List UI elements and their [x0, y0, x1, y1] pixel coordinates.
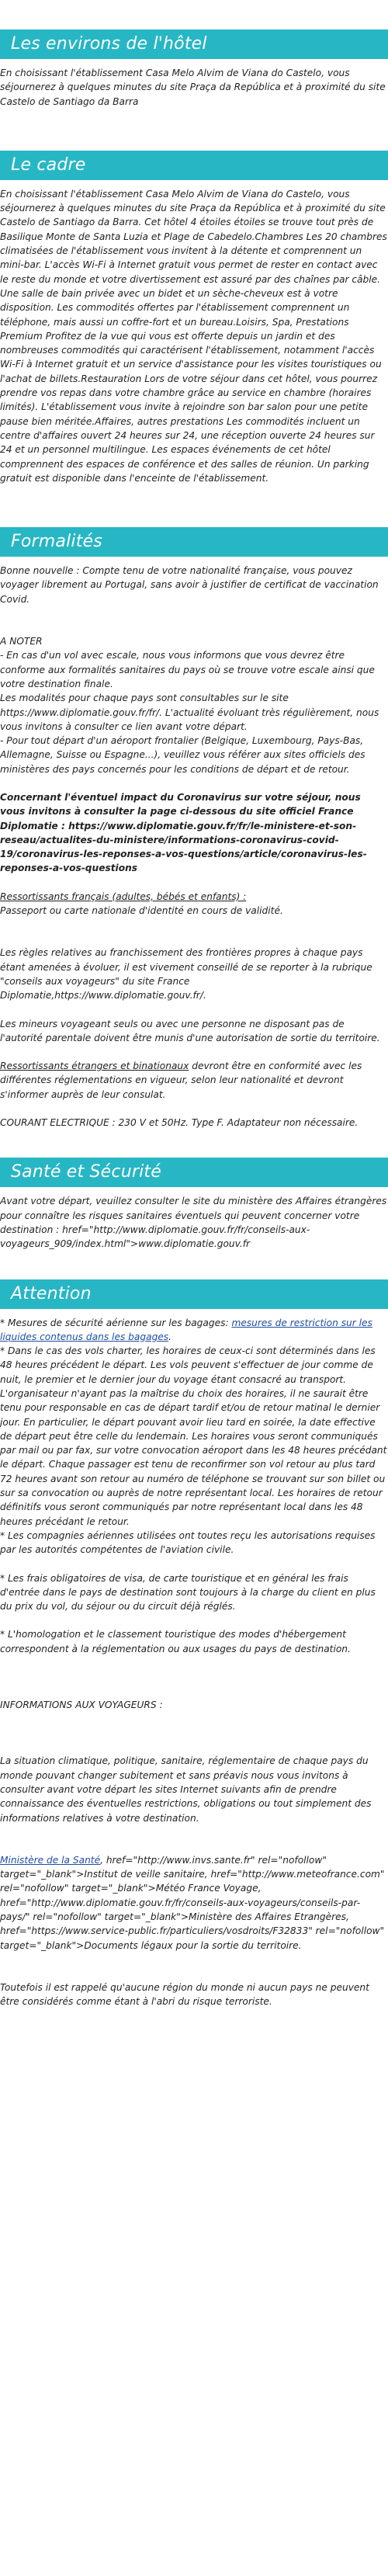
homologation-text: * L'homologation et le classement touristique des modes d'hébergement correspondent à la réglementation ou aux usages du pays de destination.: [0, 1629, 351, 1654]
frais-visa-text: * Les frais obligatoires de visa, de carte touristique et en général les frais d'entrée dans le pays de destination sont toujours à la charge du client en plus du prix du vol, du séjour ou du circuit déjà réglés.: [0, 1572, 376, 1613]
covid-notice: Concernant l'éventuel impact du Coronavirus sur votre séjour, nous vous invitons à consulter la page ci-dessous du site officiel France Diplomatie : https://www.diplomatie.gouv.fr/fr/le-ministere-et-son-reseau/actualites-du-ministere/informations-coronavirus-covid-19/coronavirus-les-reponses-a-vos-questions/article/coronavirus-les-reponses-a-vos-questions: [0, 791, 367, 874]
ministere-sante-link[interactable]: Ministère de la Santé: [0, 1854, 101, 1866]
situation-text: La situation climatique, politique, sanitaire, réglementaire de chaque pays du monde pouvant changer subitement et sans préavis nous vous invitons à consulter avant votre départ les sites Internet suivants afin de prendre connaissance des éventuelles restrictions, obligations ou tout simplement des informations relatives à votre destination.: [0, 1755, 372, 1824]
toutefois-text: Toutefois il est rappelé qu'aucune région du monde ni aucun pays ne peuvent être considérés comme étant à l'abri du risque terroriste.: [0, 1981, 369, 2008]
a-noter-heading: A NOTER: [0, 636, 43, 647]
section-header-environs: Les environs de l'hôtel: [0, 30, 388, 59]
section-body-cadre: [0, 180, 388, 485]
francais-label: Ressortissants français (adultes, bébés et enfants) :: [0, 890, 247, 902]
etrangers-label: Ressortissants étrangers et binationaux: [0, 1061, 189, 1072]
ministere-rest: , href="http://www.invs.sante.fr" rel="nofollow" target="_blank">Institut de veille sanitaire, href="http://www.meteofrance.com" rel="nofollow" target="_blank">Météo France Voyage, href="http://www.diplomatie.gouv.fr/fr/conseils-aux-voyageurs/conseils-par-pays/" rel="nofollow" target="_blank">Ministère des Affaires Etrangères, href="https://www.service-public.fr/particuliers/vosdroits/F32833" rel="nofollow" target="_blank">Documents légaux pour la sortie du territoire.: [0, 1854, 385, 1951]
francais-text: Passeport ou carte nationale d'identité en cours de validité.: [0, 905, 283, 917]
section-header-attention: Attention: [0, 1279, 388, 1309]
section-body-attention: [0, 1309, 388, 2009]
frontieres-text: Les règles relatives au franchissement des frontières propres à chaque pays étant amenées à évoluer, il est vivement conseillé de se reporter à la rubrique "conseils aux voyageurs" du site France Diplomatie,https://www.diplomatie.gouv.fr/.: [0, 947, 372, 1002]
infos-voyageurs-heading: INFORMATIONS AUX VOYAGEURS :: [0, 1699, 163, 1711]
mesures-suffix: .: [168, 1331, 172, 1342]
mesures-liquides-link[interactable]: mesures de restriction sur les liquides contenus dans les bagages: [0, 1317, 372, 1342]
mesures-prefix: * Mesures de sécurité aérienne sur les bagages:: [0, 1317, 232, 1328]
vols-charter-text: * Dans le cas des vols charter, les horaires de ceux-ci sont déterminés dans les 48 heures précédent le départ. Les vols peuvent s'effectuer de jour comme de nuit, le premier et le dernier jour du voyage étant consacré au transport. L'organisateur n'ayant pas la maîtrise du choix des horaires, il ne saurait être tenu pour responsable en cas de départ tardif et/ou de retour matinal le dernier jour. En particulier, le départ pouvant avoir lieu tard en soirée, la date effective de départ peut être celle du lendemain. Les horaires vous seront communiqués par mail ou par fax, sur votre convocation aéroport dans les 48 heures précédant le départ. Chaque passager est tenu de reconfirmer son vol retour au plus tard 72 heures avant son retour au numéro de téléphone se trouvant sur son billet ou sur sa convocation ou auprès de notre représentant local. Les horaires de retour définitifs vous seront communiqués par notre représentant local dans les 48 heures précédant le retour.: [0, 1345, 387, 1527]
section-body-sante: [0, 1187, 388, 1251]
sante-text: Avant votre départ, veuillez consulter le site du ministère des Affaires étrangères pour connaître les risques sanitaires éventuels qui peuvent concerner votre destination : href="http://www.diplomatie.gouv.fr/fr/conseils-aux-voyageurs_909/index.html">www.diplomatie.gouv.fr: [0, 1196, 387, 1250]
environs-text: En choisissant l'établissement Casa Melo Alvim de Viana do Castelo, vous séjournerez à quelques minutes du site Praça da República et à proximité du site Castelo de Santiago da Barra: [0, 68, 386, 107]
a-noter-modalites: Les modalités pour chaque pays sont consultables sur le site https://www.diplomatie.gouv.fr/fr/. L'actualité évoluant très régulièrement, nous vous invitons à consulter ce lien avant votre départ.: [0, 693, 379, 732]
cadre-text: En choisissant l'établissement Casa Melo Alvim de Viana do Castelo, vous séjournerez à quelques minutes du site Praça da República et à proximité du site Castelo de Santiago da Barra. Cet hôtel 4 étoiles étoiles se trouve tout près de Basilique Monte de Santa Luzia et Plage de Cabedelo.Chambres Les 20 chambres climatisées de l'établissement vous invitent à la détente et comprennent un mini-bar. L'accès Wi-Fi à Internet gratuit vous permet de rester en contact avec le reste du monde et votre divertissement est assuré par des chaînes par câble. Une salle de bain privée avec un bidet et un sèche-cheveux est à votre disposition. Les commodités offertes par l'établissement comprennent un téléphone, mais aussi un coffre-fort et un bureau.Loisirs, Spa, Prestations Premium Profitez de la vue qui vous est offerte depuis un jardin et des nombreuses commodités qui caractérisent l'établissement, notamment l'accès Wi-Fi à Internet gratuit et un service d'assistance pour les visites touristiques ou l'achat de billets.Restauration Lors de votre séjour dans cet hôtel, vous pourrez prendre vos repas dans votre chambre grâce au service en chambre (horaires limités). L'établissement vous invite à rejoindre son bar salon pour une petite pause bien méritée.Affaires, autres prestations Les commodités incluent un centre d'affaires ouvert 24 heures sur 24, une réception ouverte 24 heures sur 24 et un personnel multilingue. Les espaces événements de cet hôtel comprennent des espaces de conférence et des salles de réunion. Un parking gratuit est disponible dans l'enceinte de l'établissement.: [0, 188, 387, 484]
section-header-formalites: Formalités: [0, 527, 388, 557]
mineurs-text: Les mineurs voyageant seuls ou avec une personne ne disposant pas de l'autorité parentale doivent être munis d'une autorisation de sortie du territoire.: [0, 1018, 380, 1043]
compagnies-text: * Les compagnies aériennes utilisées ont toutes reçu les autorisations requises par les autorités compétentes de l'aviation civile.: [0, 1529, 376, 1556]
a-noter-escale: - En cas d'un vol avec escale, nous vous informons que vous devrez être conforme aux formalités sanitaires du pays où se trouve votre escale ainsi que votre destination finale.: [0, 650, 375, 689]
a-noter-frontalier: - Pour tout départ d'un aéroport frontalier (Belgique, Luxembourg, Pays-Bas, Allemagne, Suisse ou Espagne...), veuillez vous référer aux sites officiels des ministères des pays concernés pour les conditions de départ et de retour.: [0, 735, 365, 775]
section-header-sante: Santé et Sécurité: [0, 1158, 388, 1187]
etrangers-text: devront être en conformité avec les différentes réglementations en vigueur, selon leur nationalité et devront s'informer auprès de leur consulat.: [0, 1061, 362, 1100]
etrangers-paragraph: [0, 1059, 388, 1102]
bonne-nouvelle-text: Bonne nouvelle : Compte tenu de votre nationalité française, vous pouvez voyager librement au Portugal, sans avoir à justifier de certificat de vaccination Covid.: [0, 565, 379, 605]
ministere-paragraph: [0, 1853, 388, 1953]
section-body-formalites: [0, 557, 388, 1130]
section-header-cadre: Le cadre: [0, 151, 388, 180]
mesures-paragraph: [0, 1316, 388, 1345]
courant-text: COURANT ELECTRIQUE : 230 V et 50Hz. Type F. Adaptateur non nécessaire.: [0, 1117, 359, 1129]
section-body-environs: [0, 59, 388, 109]
